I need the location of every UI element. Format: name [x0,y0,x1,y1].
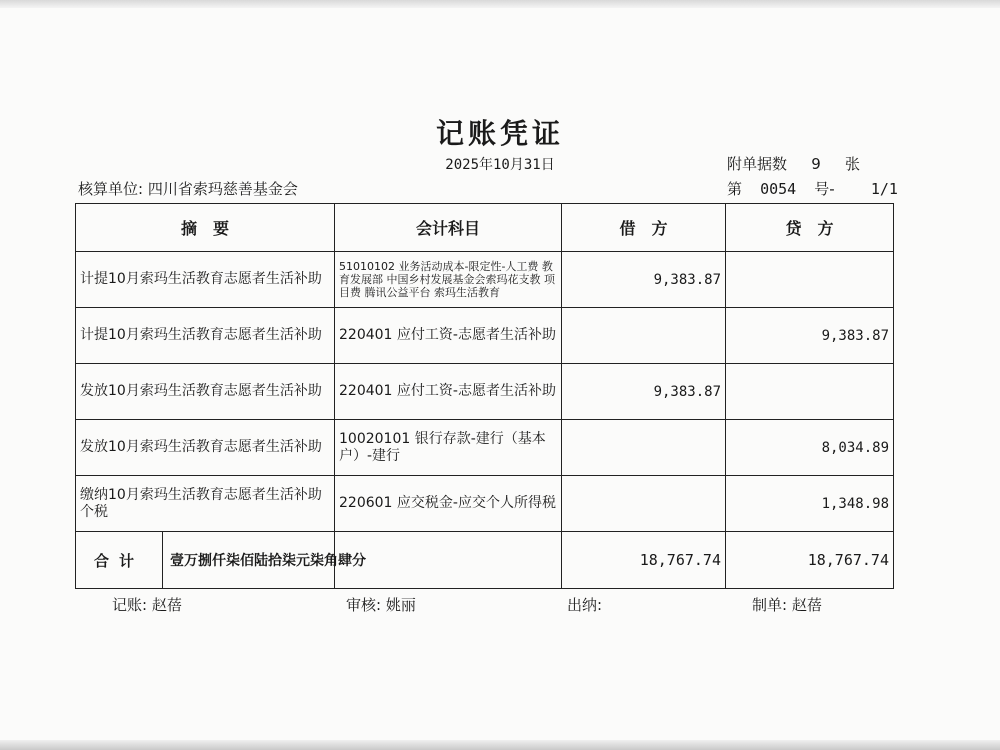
row-credit [726,252,894,308]
bookkeeper-label: 记账: [112,596,148,614]
row-debit [562,476,726,532]
signature-bookkeeper [112,594,182,615]
table-row [76,476,894,532]
row-account: 220601 应交税金-应交个人所得税 [335,476,562,532]
row-summary: 发放10月索玛生活教育志愿者生活补助 [76,420,335,476]
table-row [76,308,894,364]
row-debit: 9,383.87 [562,252,726,308]
scan-edge-bottom [0,740,1000,750]
reviewer-name: 姚丽 [385,596,416,614]
attachment-label: 附单据数 [727,155,788,173]
row-summary: 发放10月索玛生活教育志愿者生活补助 [76,364,335,420]
table-row [76,420,894,476]
header-summary: 摘 要 [76,204,335,252]
row-summary: 计提10月索玛生活教育志愿者生活补助 [76,252,335,308]
preparer-label: 制单: [752,596,788,614]
accounting-unit [78,178,298,199]
attachment-number: 9 [811,155,821,173]
voucher-title: 记账凭证 [435,117,564,150]
cashier-label: 出纳: [567,596,603,614]
total-credit: 18,767.74 [726,532,894,589]
row-credit: 8,034.89 [726,420,894,476]
header-account: 会计科目 [335,204,562,252]
signature-cashier [567,594,602,615]
attachment-unit: 张 [845,155,861,173]
total-debit: 18,767.74 [562,532,726,589]
voucher-date: 2025年10月31日 [445,157,555,173]
voucher-table [75,203,894,589]
voucher-number [727,178,898,199]
row-account: 220401 应付工资-志愿者生活补助 [335,364,562,420]
voucher-page: 1/1 [870,180,898,198]
accounting-unit-label: 核算单位: [78,180,144,198]
total-words-text: 壹万捌仟柒佰陆拾柒元柒角肆分 [170,553,366,569]
scan-edge-top [0,0,1000,8]
reviewer-label: 审核: [346,596,382,614]
total-label: 合计 [76,532,163,588]
table-row [76,252,894,308]
row-credit: 1,348.98 [726,476,894,532]
voucher-number-value: 0054 [760,180,797,198]
header-row [76,204,894,252]
row-account: 10020101 银行存款-建行（基本户）-建行 [335,420,562,476]
row-debit [562,420,726,476]
header-credit: 贷 方 [726,204,894,252]
accounting-unit-value: 四川省索玛慈善基金会 [147,180,298,198]
row-credit: 9,383.87 [726,308,894,364]
row-account: 220401 应付工资-志愿者生活补助 [335,308,562,364]
total-amount-words [170,532,562,589]
row-debit: 9,383.87 [562,364,726,420]
voucher-number-suffix: 号- [814,180,835,198]
preparer-name: 赵蓓 [791,596,822,614]
bookkeeper-name: 赵蓓 [151,596,182,614]
table-row [76,364,894,420]
total-row [76,532,894,589]
row-account: 51010102 业务活动成本-限定性-人工费 教育发展部 中国乡村发展基金会索玛花支教 项目费 腾讯公益平台 索玛生活教育 [335,252,562,308]
header-debit: 借 方 [562,204,726,252]
signature-preparer [752,594,822,615]
attachment-count [727,153,860,174]
voucher-number-prefix: 第 [727,180,743,198]
row-credit [726,364,894,420]
row-summary: 缴纳10月索玛生活教育志愿者生活补助个税 [76,476,335,532]
row-summary: 计提10月索玛生活教育志愿者生活补助 [76,308,335,364]
row-debit [562,308,726,364]
signature-reviewer [346,594,416,615]
